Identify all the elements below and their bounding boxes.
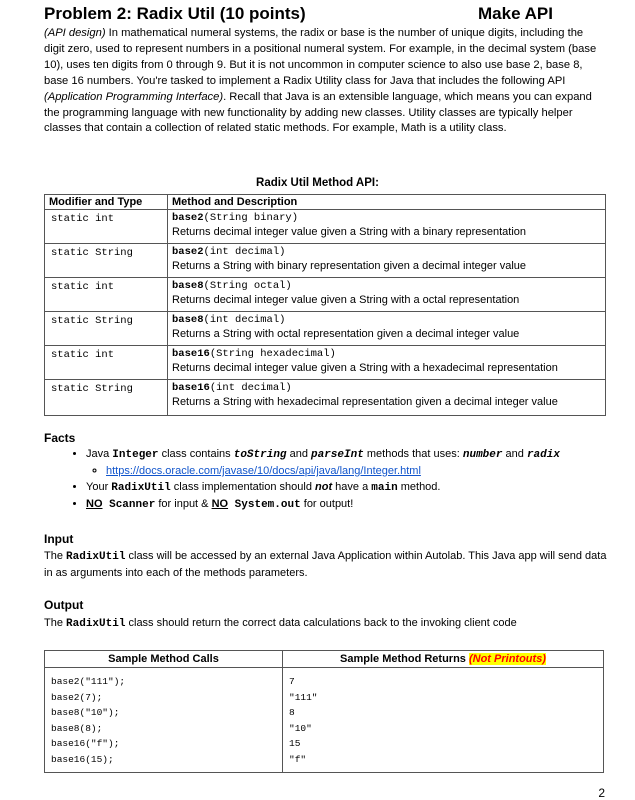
api-description: Returns decimal integer value given a String with a hexadecimal representation: [172, 362, 558, 374]
fact-integer-class: • Java Integer class contains toString and parseInt methods that uses: number and radix ◦ https://docs.oracle.com/javase/10/docs/api/java/lang/Integer.html: [86, 446, 635, 479]
api-method: [168, 346, 606, 380]
api-signature: base8(int decimal): [172, 314, 286, 326]
sample-return-line: "f": [289, 753, 307, 765]
integer-docs-link[interactable]: https://docs.oracle.com/javase/10/docs/api/java/lang/Integer.html: [106, 465, 421, 477]
api-signature: base2(int decimal): [172, 246, 286, 258]
sample-return-line: 8: [289, 707, 295, 718]
api-method: [168, 380, 606, 416]
problem-title: Problem 2: Radix Util (10 points): [44, 4, 306, 23]
intro-text-2: . Recall that Java is an extensible language, which means you can expand the programming language with new functionality by adding new classes. Utility classes are typically helper classes that contain a collection of related static methods. For example, Math is a utility class.: [44, 90, 592, 135]
api-description: Returns decimal integer value given a String with a binary representation: [172, 226, 527, 238]
sample-call-line: base2("111");: [51, 676, 126, 687]
sample-return-line: "111": [289, 691, 318, 703]
api-row: [45, 380, 606, 416]
fact-no-io: • NO Scanner for input & NO System.out for output!: [86, 496, 635, 513]
api-modifier: static String: [45, 244, 168, 278]
api-table: [44, 194, 606, 416]
sample-call-line: base8(8);: [51, 722, 103, 734]
input-paragraph: The RadixUtil class will be accessed by an external Java Application within Autolab. This Java app will send data in as arguments into each of the methods parameters.: [44, 550, 607, 579]
sample-header-returns: Sample Method Returns (Not Printouts): [283, 651, 604, 668]
fact-no-main: • Your RadixUtil class implementation should not have a main method.: [86, 479, 635, 496]
api-description: Returns a String with binary representation given a decimal integer value: [172, 260, 527, 272]
api-row: [45, 210, 606, 244]
sample-call-line: base8("10");: [51, 707, 120, 718]
api-header-method: Method and Description: [168, 195, 606, 210]
api-signature: base2(String binary): [172, 212, 299, 224]
input-heading: Input: [44, 532, 74, 546]
api-row: [45, 312, 606, 346]
api-modifier: static String: [45, 380, 168, 416]
api-description: Returns a String with octal representation given a decimal integer value: [172, 328, 520, 340]
api-signature: base8(String octal): [172, 280, 292, 292]
api-signature: base16(int decimal): [172, 382, 292, 394]
api-table-caption: Radix Util Method API:: [256, 177, 379, 189]
api-row: [45, 346, 606, 380]
intro-lead: (API design): [44, 27, 106, 39]
sample-returns-cell: [283, 668, 604, 773]
api-modifier: static int: [45, 346, 168, 380]
api-method: [168, 244, 606, 278]
not-printouts-note: (Not Printouts): [468, 653, 546, 665]
page-number: 2: [598, 786, 605, 800]
sample-return-line: 7: [289, 676, 295, 687]
api-modifier: static String: [45, 312, 168, 346]
sample-call-line: base16("f");: [51, 738, 120, 749]
api-method: [168, 210, 606, 244]
facts-heading: Facts: [44, 431, 76, 445]
api-modifier: static int: [45, 278, 168, 312]
intro-api-paren: (Application Programming Interface): [44, 90, 224, 103]
output-heading: Output: [44, 598, 84, 612]
sample-return-line: 15: [289, 738, 301, 749]
intro-paragraph: [44, 26, 604, 137]
sample-return-line: "10": [289, 722, 312, 734]
facts-list: [44, 446, 635, 513]
sample-call-line: base16(15);: [51, 753, 114, 765]
api-modifier: static int: [45, 210, 168, 244]
sample-call-line: base2(7);: [51, 691, 103, 703]
api-signature: base16(String hexadecimal): [172, 348, 336, 360]
output-paragraph: The RadixUtil class should return the correct data calculations back to the invoking client code: [44, 617, 517, 630]
api-method: [168, 312, 606, 346]
sample-table: [44, 650, 604, 773]
api-description: Returns a String with hexadecimal representation given a decimal integer value: [172, 396, 558, 408]
api-method: [168, 278, 606, 312]
api-row: [45, 244, 606, 278]
api-row: [45, 278, 606, 312]
sample-header-calls: Sample Method Calls: [45, 651, 283, 668]
sample-calls-cell: [45, 668, 283, 773]
intro-text-1: In mathematical numeral systems, the radix or base is the number of unique digits, including the digit zero, used to represent numbers in a positional numeral system. For example, in the decimal system (base 10), uses ten digits from 0 through 9. But it is not uncommon in computer science to also use base 2, base 8, base 16 numbers. You're tasked to implement a Radix Utility class for Java that includes the following API: [44, 27, 597, 87]
make-api-label: Make API: [478, 4, 553, 23]
api-description: Returns decimal integer value given a String with a octal representation: [172, 294, 520, 306]
api-header-modifier: Modifier and Type: [45, 195, 168, 210]
